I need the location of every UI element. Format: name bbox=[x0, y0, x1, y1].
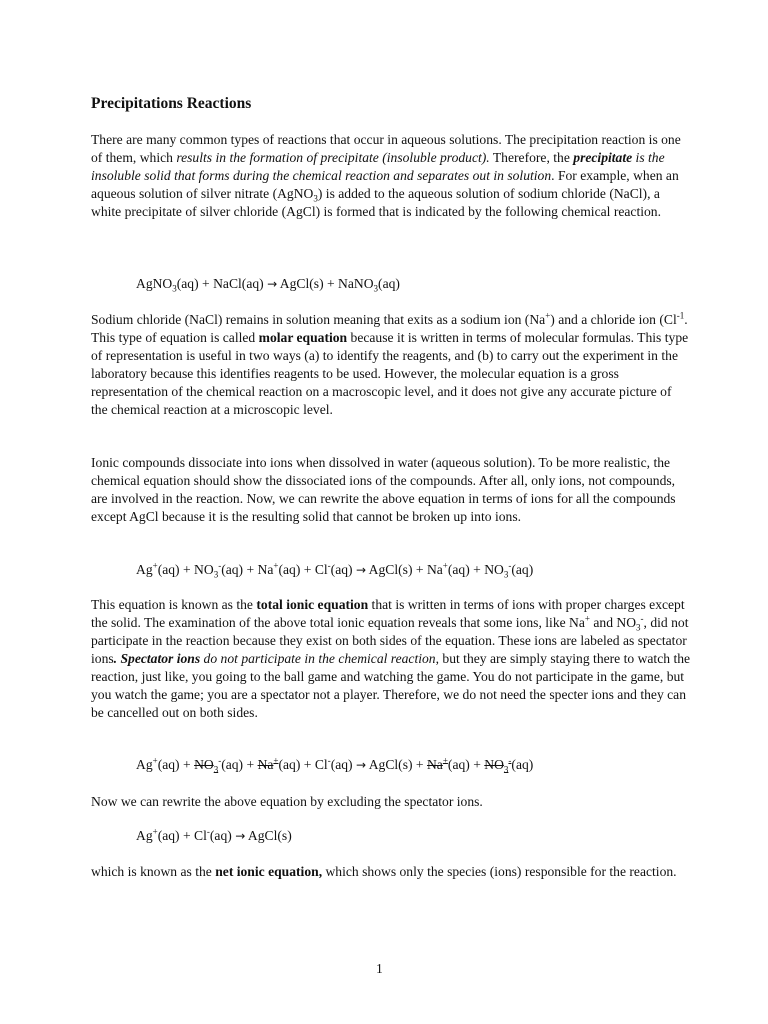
eq-text: AgCl(s) bbox=[245, 828, 292, 843]
subscript: 3 bbox=[213, 764, 219, 775]
eq-text: AgNO bbox=[136, 276, 173, 291]
superscript: + bbox=[442, 560, 448, 571]
superscript: - bbox=[640, 613, 644, 624]
bold-term-molar-equation: molar equation bbox=[258, 330, 348, 345]
eq-text: (aq) + bbox=[157, 757, 195, 772]
eq-text: (aq) + bbox=[447, 757, 485, 772]
paragraph-spectator-ions bbox=[91, 596, 691, 722]
eq-text: (aq) + NaCl(aq) bbox=[176, 276, 268, 291]
subscript: 3 bbox=[172, 283, 177, 294]
eq-text: (aq) bbox=[330, 562, 356, 577]
superscript: + bbox=[273, 755, 279, 766]
eq-text: (aq) + NO bbox=[447, 562, 504, 577]
paragraph-ionic-compounds: Ionic compounds dissociate into ions when dissolved in water (aqueous solution). To be more realistic, the chemical equation should show the dissociated ions of the compounds. After all, only ions, not compounds, are involved in the reaction. Now, we can rewrite the above equation in terms of ions for all the compounds except AgCl because it is the resulting solid that cannot be broken up into ions. bbox=[91, 455, 676, 524]
eq-text: Ag bbox=[136, 757, 153, 772]
eq-text: (aq) + Cl bbox=[278, 757, 328, 772]
paragraph-molar-equation bbox=[91, 311, 691, 419]
eq-text: Na bbox=[426, 757, 443, 772]
struck-sodium-ion bbox=[427, 757, 448, 772]
superscript: - bbox=[218, 755, 222, 766]
paragraph-rewrite: Now we can rewrite the above equation by excluding the spectator ions. bbox=[91, 794, 483, 809]
struck-nitrate-ion bbox=[484, 755, 512, 775]
subscript: 3 bbox=[503, 569, 509, 580]
superscript: - bbox=[508, 755, 512, 766]
subscript: 3 bbox=[313, 193, 318, 204]
subscript: 3 bbox=[503, 764, 509, 775]
superscript: + bbox=[152, 826, 158, 837]
eq-text: (aq) bbox=[511, 562, 534, 577]
text: , but they are simply staying there to watch the reaction, just like, you going to the ball game and watching the game. You do not participate in the game, but you watch the game; you are a spectator not a player. Therefore, we do not need the specter ions and they can be cancelled out on both sides. bbox=[91, 651, 691, 720]
eq-text: Ag bbox=[136, 562, 153, 577]
text: Sodium chloride (NaCl) remains in solution meaning that exits as a sodium ion (Na bbox=[91, 312, 546, 327]
text: which shows only the species (ions) responsible for the reaction. bbox=[322, 864, 677, 879]
eq-text: NO bbox=[484, 757, 504, 772]
superscript: - bbox=[327, 755, 331, 766]
equation-net-ionic bbox=[136, 827, 292, 845]
eq-text: (aq) bbox=[209, 828, 236, 843]
equation-total-ionic bbox=[136, 561, 533, 579]
equation-cancelled-ions bbox=[136, 756, 533, 774]
eq-text: (aq) + Cl bbox=[278, 562, 328, 577]
equation-molecular bbox=[136, 275, 400, 293]
superscript: - bbox=[218, 560, 222, 571]
eq-text: (aq) bbox=[330, 757, 356, 772]
subscript: 3 bbox=[213, 569, 219, 580]
eq-text: (aq) + Cl bbox=[157, 828, 207, 843]
text: There are many common types of reactions that occur in aqueous solutions. The precipitation reaction is one of them, which bbox=[91, 132, 681, 165]
eq-text: AgCl(s) + Na bbox=[366, 562, 443, 577]
text: Therefore, the bbox=[489, 150, 574, 165]
text: that is written in terms of ions with proper charges except the solid. The examination of the above total ionic equation reveals that some ions, like Na bbox=[91, 597, 685, 630]
text: . This type of equation is called bbox=[91, 312, 688, 345]
eq-text: (aq) bbox=[378, 276, 400, 291]
superscript: - bbox=[508, 560, 512, 571]
eq-text: NO bbox=[194, 757, 214, 772]
superscript: -1 bbox=[676, 310, 685, 321]
bold-term-net-ionic-equation: net ionic equation, bbox=[215, 864, 323, 879]
eq-text: Ag bbox=[136, 828, 153, 843]
text: ) is added to the aqueous solution of sodium chloride (NaCl), a white precipitate of silver chloride (AgCl) is formed that is indicated by the following chemical reaction. bbox=[91, 186, 662, 219]
superscript: - bbox=[327, 560, 331, 571]
superscript: + bbox=[442, 755, 448, 766]
superscript: + bbox=[584, 613, 590, 624]
italic-text: is the insoluble solid that forms during the chemical reaction and separates out in solution bbox=[91, 150, 665, 183]
italic-text: results in the formation of precipitate (insoluble product). bbox=[176, 150, 490, 165]
reaction-arrow-icon: → bbox=[267, 277, 278, 291]
subscript: 3 bbox=[373, 283, 379, 294]
superscript: + bbox=[545, 310, 551, 321]
superscript: - bbox=[206, 826, 210, 837]
reaction-arrow-icon: → bbox=[355, 563, 367, 577]
text: This equation is known as the bbox=[91, 597, 257, 612]
eq-text: AgCl(s) + NaNO bbox=[277, 276, 374, 291]
bold-term-total-ionic-equation: total ionic equation bbox=[256, 597, 369, 612]
eq-text: (aq) + bbox=[221, 757, 258, 772]
eq-text: AgCl(s) + bbox=[366, 757, 427, 772]
eq-text: (aq) + NO bbox=[157, 562, 214, 577]
reaction-arrow-icon: → bbox=[235, 829, 246, 843]
bold-italic-term-spectator-ions: . Spectator ions bbox=[113, 651, 201, 666]
superscript: + bbox=[273, 560, 279, 571]
eq-text: (aq) + Na bbox=[221, 562, 274, 577]
superscript: + bbox=[152, 560, 158, 571]
eq-text: (aq) bbox=[511, 757, 534, 772]
italic-text: do not participate in the chemical reaction bbox=[200, 651, 436, 666]
bold-italic-term-precipitate: precipitate bbox=[573, 150, 633, 165]
paragraph-intro bbox=[91, 131, 691, 221]
struck-sodium-ion bbox=[258, 757, 279, 772]
superscript: + bbox=[152, 755, 158, 766]
paragraph-net-ionic bbox=[91, 863, 691, 881]
eq-text: Na bbox=[257, 757, 274, 772]
text: , did not participate in the reaction because they exist on both sides of the equation. These ions are labeled as spectator ions bbox=[91, 615, 689, 666]
subscript: 3 bbox=[636, 622, 641, 633]
page-title: Precipitations Reactions bbox=[91, 95, 252, 112]
text: which is known as the bbox=[91, 864, 216, 879]
text: because it is written in terms of molecular formulas. This type of representation is useful in two ways (a) to identify the reagents, and (b) to carry out the experiment in the laboratory because this identifies reagents to be used. However, the molecular equation is a gross representation of the chemical reaction on a macroscopic level, and it does not give any accurate picture of the chemical reaction at a microscopic level. bbox=[91, 330, 689, 417]
text: and NO bbox=[589, 615, 637, 630]
reaction-arrow-icon: → bbox=[356, 758, 367, 772]
text: ) and a chloride ion (Cl bbox=[550, 312, 677, 327]
page-number: 1 bbox=[376, 961, 383, 976]
struck-nitrate-ion bbox=[194, 757, 219, 775]
text: . For example, when an aqueous solution of silver nitrate (AgNO bbox=[91, 168, 679, 201]
